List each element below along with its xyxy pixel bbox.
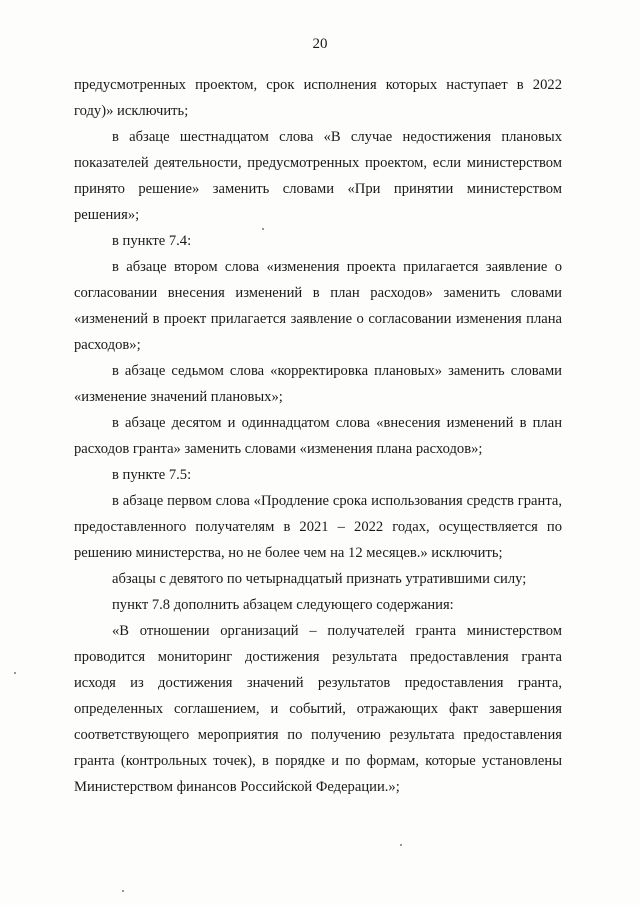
paragraph: предусмотренных проектом, срок исполнения которых наступает в 2022 году)» исключить;	[74, 77, 562, 119]
paragraph: в абзаце втором слова «изменения проекта прилагается заявление о согласовании внесения изменений в план расходов» заменить словами «изменений в проект прилагается заявление о согласовании изменения плана расходов»;	[74, 259, 562, 353]
scan-speck	[262, 228, 264, 230]
paragraph: пункт 7.8 дополнить абзацем следующего содержания:	[112, 597, 454, 613]
document-body	[74, 72, 562, 800]
paragraph: в пункте 7.5:	[112, 467, 192, 483]
scan-speck	[400, 844, 402, 846]
paragraph: в абзаце первом слова «Продление срока использования средств гранта, предоставленного получателям в 2021 – 2022 годах, осуществляется по решению министерства, но не более чем на 12 месяцев.» исключить;	[74, 493, 562, 561]
page-number: 20	[312, 36, 328, 52]
paragraph: в абзаце седьмом слова «корректировка плановых» заменить словами «изменение значений плановых»;	[74, 363, 562, 405]
paragraph: в абзаце шестнадцатом слова «В случае недостижения плановых показателей деятельности, предусмотренных проектом, если министерством принято решение» заменить словами «При принятии министерством решения»;	[74, 129, 562, 223]
paragraph: «В отношении организаций – получателей гранта министерством проводится мониторинг достижения результата предоставления гранта исходя из достижения значений результатов предоставления гранта, определенных соглашением, и событий, отражающих факт завершения соответствующего мероприятия по получению результата предоставления гранта (контрольных точек), в порядке и по формам, которые установлены Министерством финансов Российской Федерации.»;	[74, 623, 562, 795]
paragraph: в абзаце десятом и одиннадцатом слова «внесения изменений в план расходов гранта» заменить словами «изменения плана расходов»;	[74, 415, 562, 457]
scan-speck	[14, 672, 16, 674]
paragraph: в пункте 7.4:	[112, 233, 192, 249]
paragraph: абзацы с девятого по четырнадцатый признать утратившими силу;	[112, 571, 527, 587]
scan-speck	[122, 890, 124, 892]
